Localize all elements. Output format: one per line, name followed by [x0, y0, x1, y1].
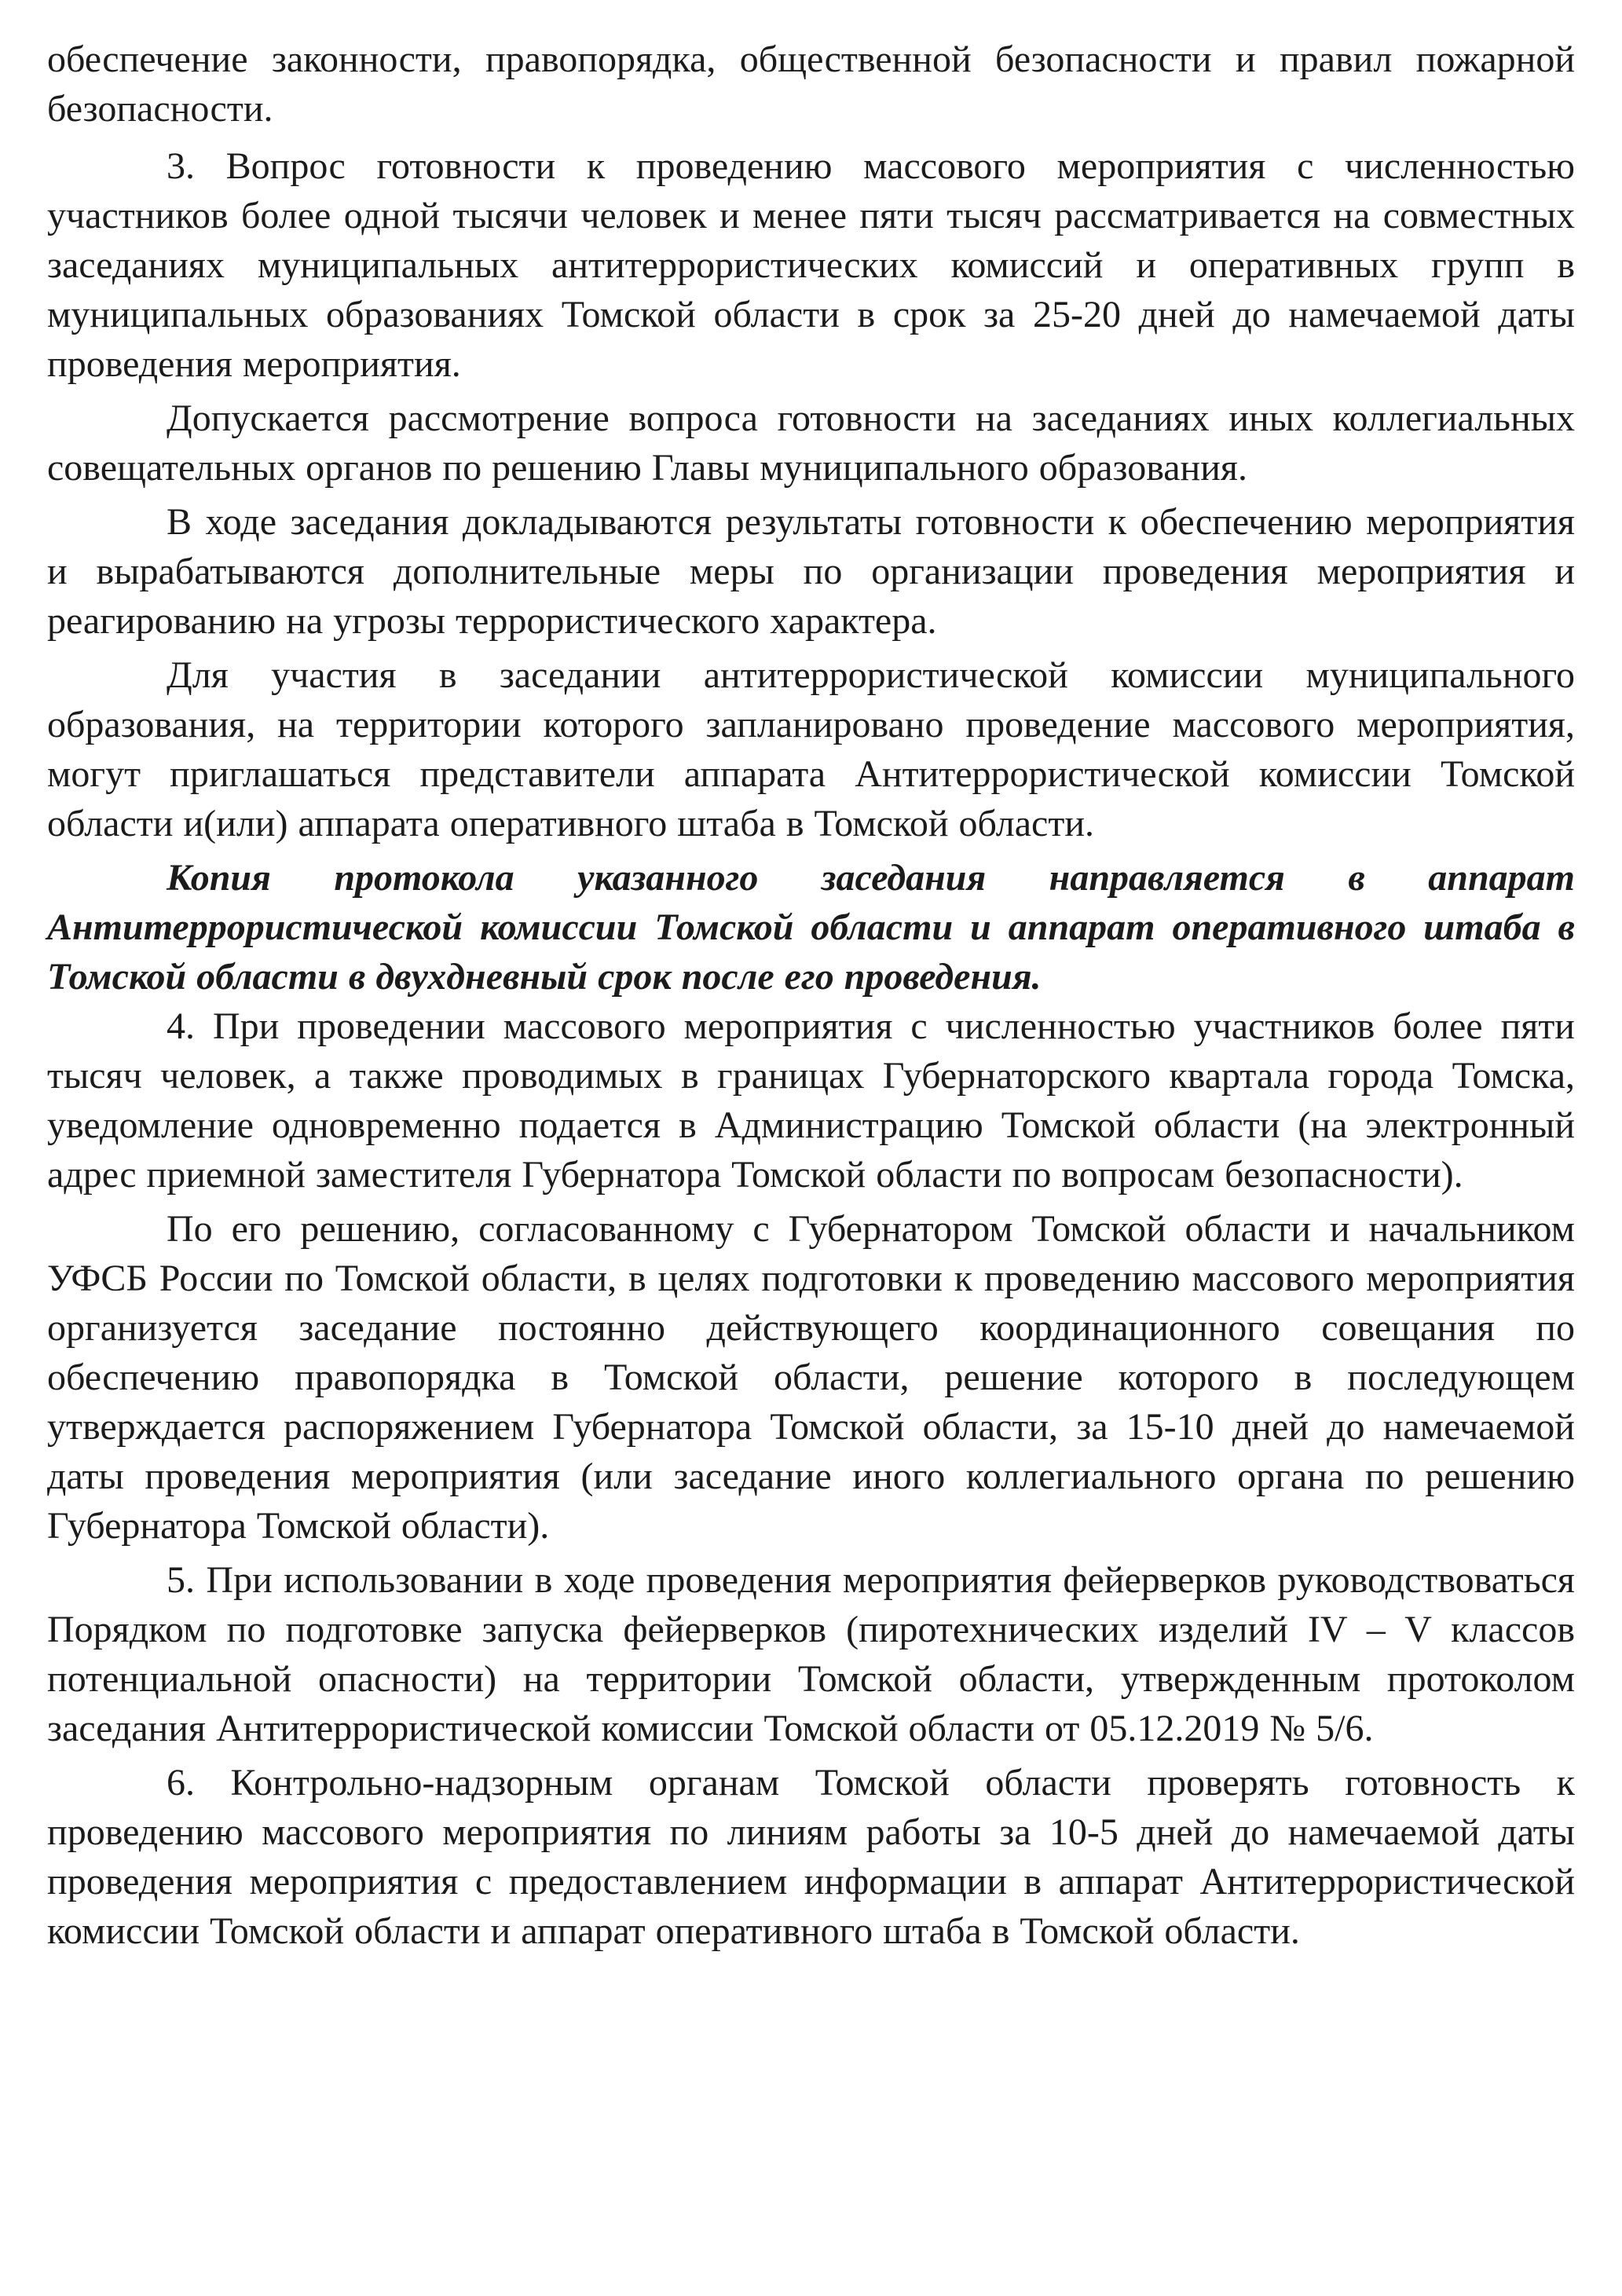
paragraph-item-4: 4. При проведении массового мероприятия с численностью участников более пяти тысяч человек, а также проводимых в границах Губернаторского квартала города Томска, уведомление одновременно подается в Администрацию Томской области (на электронный адрес приемной заместителя Губернатора Томской области по вопросам безопасности). [47, 1005, 1575, 1196]
paragraph-item-6: 6. Контрольно-надзорным органам Томской области проверять готовность к проведению массового мероприятия по линиям работы за 10-5 дней до намечаемой даты проведения мероприятия с предоставлением информации в аппарат Антитеррористической комиссии Томской области и аппарат оперативного штаба в Томской области. [47, 1762, 1575, 1952]
paragraph-decision: По его решению, согласованному с Губернатором Томской области и начальником УФСБ России по Томской области, в целях подготовки к проведению массового мероприятия организуется заседание постоянно действующего координационного совещания по обеспечению правопорядка в Томской области, решение которого в последующем утверждается распоряжением Губернатора Томской области, за 15-10 дней до намечаемой даты проведения мероприятия (или заседание иного коллегиального органа по решению Губернатора Томской области). [47, 1208, 1575, 1547]
paragraph-protocol-copy: Копия протокола указанного заседания направляется в аппарат Антитеррористической комиссии Томской области и аппарат оперативного штаба в Томской области в двухдневный срок после его проведения. [47, 857, 1575, 998]
paragraph-meeting-results: В ходе заседания докладываются результаты готовности к обеспечению мероприятия и вырабатываются дополнительные меры по организации проведения мероприятия и реагированию на угрозы террористического характера. [47, 501, 1575, 642]
paragraph-item-3: 3. Вопрос готовности к проведению массового мероприятия с численностью участников более одной тысячи человек и менее пяти тысяч рассматривается на совместных заседаниях муниципальных антитеррористических комиссий и оперативных групп в муниципальных образованиях Томской области в срок за 25-20 дней до намечаемой даты проведения мероприятия. [47, 145, 1575, 385]
paragraph-continuation: обеспечение законности, правопорядка, общественной безопасности и правил пожарной безопасности. [47, 38, 1575, 130]
paragraph-allowed-consideration: Допускается рассмотрение вопроса готовности на заседаниях иных коллегиальных совещательных органов по решению Главы муниципального образования. [47, 397, 1575, 489]
paragraph-participation: Для участия в заседании антитеррористической комиссии муниципального образования, на территории которого запланировано проведение массового мероприятия, могут приглашаться представители аппарата Антитеррористической комиссии Томской области и(или) аппарата оперативного штаба в Томской области. [47, 654, 1575, 844]
paragraph-item-5: 5. При использовании в ходе проведения мероприятия фейерверков руководствоваться Порядком по подготовке запуска фейерверков (пиротехнических изделий IV – V классов потенциальной опасности) на территории Томской области, утвержденным протоколом заседания Антитеррористической комиссии Томской области от 05.12.2019 № 5/6. [47, 1559, 1575, 1749]
